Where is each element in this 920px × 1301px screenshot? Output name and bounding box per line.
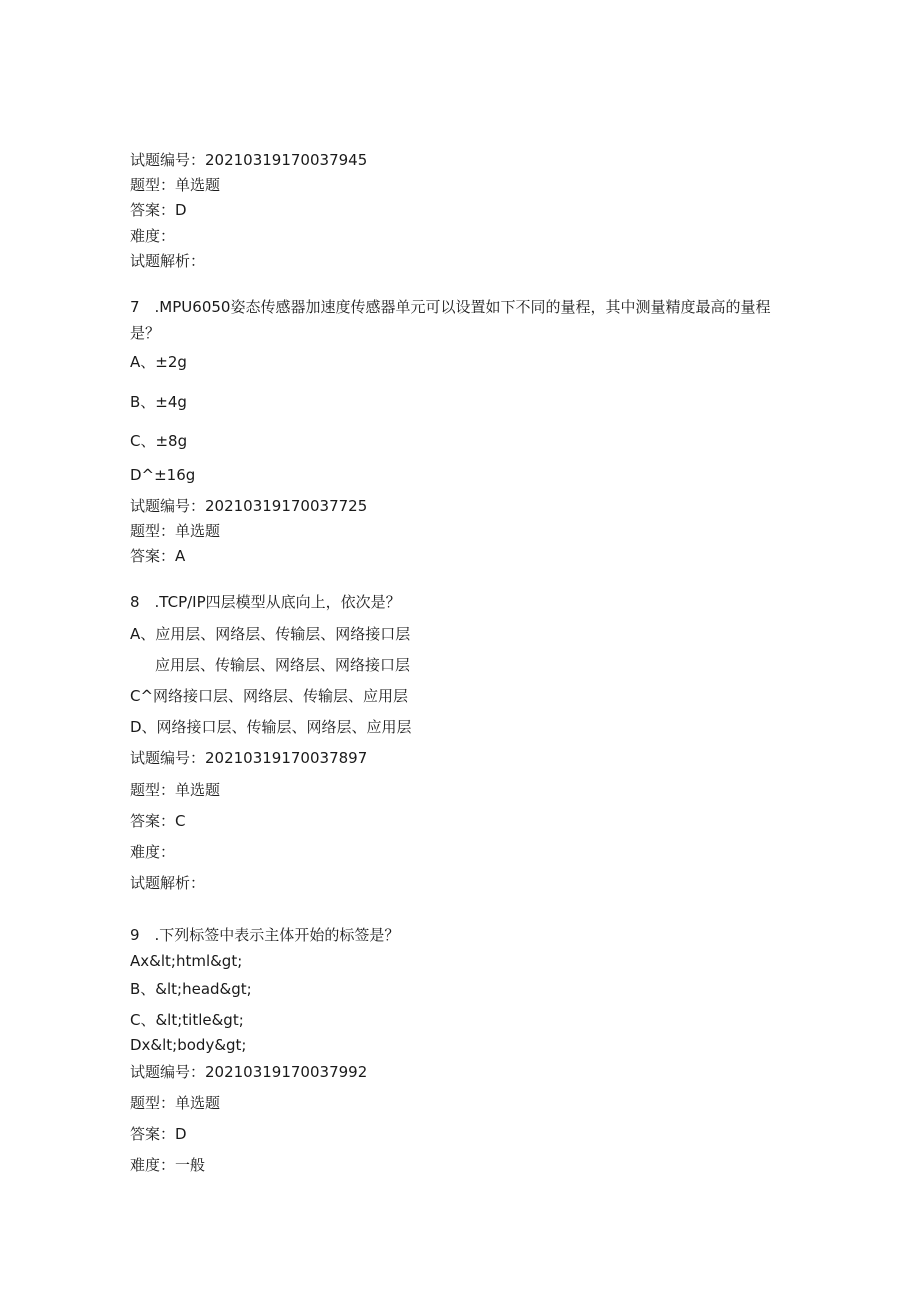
option-a: A、±2g [130,353,187,371]
question-7-stem-cont: 是？ [130,324,161,342]
answer: 答案：A [130,547,186,565]
question-7-stem: 7 .MPU6050姿态传感器加速度传感器单元可以设置如下不同的量程，其中测量精度最高的量程 [130,298,771,316]
difficulty: 难度： [130,843,176,861]
option-c: C^网络接口层、网络层、传输层、应用层 [130,687,409,705]
analysis: 试题解析： [130,252,206,270]
option-a: A、应用层、网络层、传输层、网络接口层 [130,625,411,643]
option-b: B、±4g [130,393,187,411]
difficulty: 难度：一般 [130,1156,206,1174]
analysis: 试题解析： [130,874,206,892]
question-id: 试题编号：20210319170037945 [130,151,368,169]
question-type: 题型：单选题 [130,522,221,540]
question-id: 试题编号：20210319170037992 [130,1063,368,1081]
option-c: C、&lt;title&gt; [130,1011,244,1029]
option-c: C、±8g [130,432,188,450]
question-id: 试题编号：20210319170037725 [130,497,368,515]
option-d: D、网络接口层、传输层、网络层、应用层 [130,718,412,736]
difficulty: 难度： [130,227,176,245]
question-9-stem: 9 .下列标签中表示主体开始的标签是？ [130,926,400,944]
option-b: B、&lt;head&gt; [130,980,252,998]
question-8-stem: 8 .TCP/IP四层模型从底向上，依次是？ [130,593,401,611]
option-b: 应用层、传输层、网络层、网络接口层 [155,656,411,674]
answer: 答案：D [130,1125,187,1143]
option-d: D^±16g [130,466,196,484]
option-a: Ax&lt;html&gt; [130,952,243,970]
question-type: 题型：单选题 [130,176,221,194]
question-type: 题型：单选题 [130,1094,221,1112]
answer: 答案：C [130,812,186,830]
option-d: Dx&lt;body&gt; [130,1036,247,1054]
question-type: 题型：单选题 [130,781,221,799]
answer: 答案：D [130,201,187,219]
question-id: 试题编号：20210319170037897 [130,749,368,767]
